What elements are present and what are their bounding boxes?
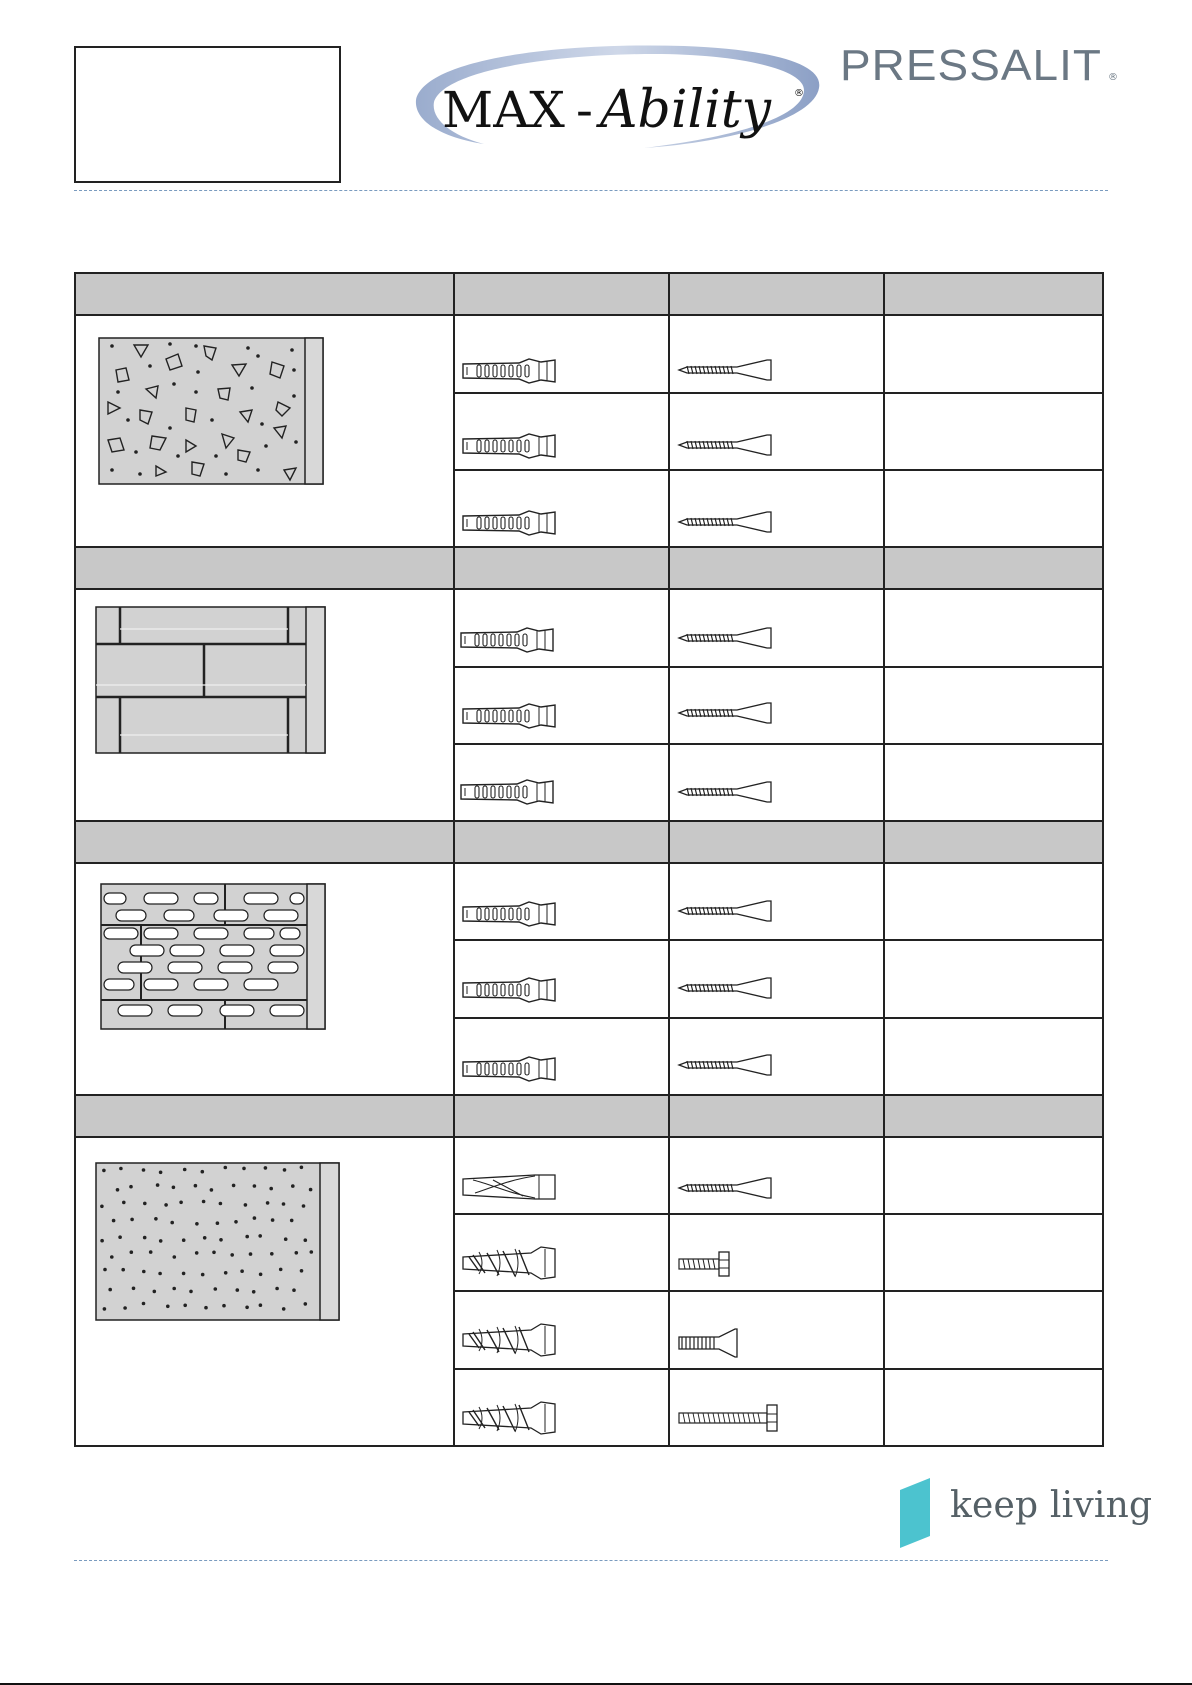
- stipple-dot: [129, 1185, 133, 1189]
- wood-screw-icon: [679, 978, 771, 998]
- stipple-dot: [195, 1251, 199, 1255]
- stipple-dot: [164, 1203, 168, 1207]
- spiral-anchor-icon: [463, 1247, 555, 1279]
- stipple-dot: [292, 1288, 296, 1292]
- stipple-dot: [142, 1270, 146, 1274]
- stipple-dot: [290, 1219, 294, 1223]
- stipple-dot: [159, 1239, 163, 1243]
- long-hex-bolt-icon: [679, 1405, 777, 1431]
- pressalit-brand: [838, 38, 1123, 88]
- stipple-dot: [214, 1287, 218, 1291]
- stipple-dot: [143, 1236, 147, 1240]
- stipple-dot: [170, 1221, 174, 1225]
- stipple-dot: [130, 1250, 134, 1254]
- stipple-dot: [108, 1288, 112, 1292]
- wall-plug-icon: [463, 978, 555, 1002]
- stipple-dot: [100, 1205, 104, 1209]
- stipple-dot: [275, 1287, 279, 1291]
- stipple-dot: [204, 1306, 208, 1310]
- stipple-dot: [179, 1201, 183, 1205]
- stipple-dot: [172, 1287, 176, 1291]
- logo-dash-text: -: [576, 81, 593, 139]
- wall-plug-icon: [463, 1057, 555, 1081]
- stipple-dot: [103, 1268, 107, 1272]
- stipple-dot: [224, 1271, 228, 1275]
- logo-registered-mark: ®: [794, 88, 804, 99]
- stipple-dot: [159, 1171, 163, 1175]
- stipple-dot: [232, 1184, 236, 1188]
- stipple-dot: [230, 1253, 234, 1257]
- wall-plug-icon: [461, 628, 553, 652]
- brand-registered-mark: ®: [1108, 72, 1118, 83]
- stipple-dot: [173, 1255, 177, 1259]
- stipple-dot: [240, 1269, 244, 1273]
- label-box: [74, 46, 341, 183]
- stipple-dot: [282, 1202, 286, 1206]
- wall-plug-icon: [461, 780, 553, 804]
- stipple-dot: [142, 1302, 146, 1306]
- keep-living-mark-icon: [898, 1478, 934, 1548]
- stipple-dot: [295, 1251, 299, 1255]
- stipple-dot: [122, 1201, 126, 1205]
- logo-ability-text: Ability: [600, 80, 772, 140]
- stipple-dot: [183, 1168, 187, 1172]
- wood-screw-icon: [679, 360, 771, 380]
- stipple-dot: [309, 1188, 313, 1192]
- wall-plug-icon: [463, 434, 555, 458]
- wall-plug-icon: [463, 359, 555, 383]
- stipple-dot: [266, 1201, 270, 1205]
- stipple-dot: [242, 1167, 246, 1171]
- stipple-dot: [302, 1204, 306, 1208]
- stipple-dot: [194, 1184, 198, 1188]
- stipple-dot: [236, 1288, 240, 1292]
- stipple-dot: [291, 1184, 295, 1188]
- machine-screw-icon: [679, 1329, 737, 1357]
- wall-plug-icon: [463, 704, 555, 728]
- stipple-dot: [123, 1306, 127, 1310]
- fastener-drawings: [461, 359, 777, 1434]
- solid-brick-wall-illustration: [96, 607, 325, 753]
- stipple-dot: [102, 1169, 106, 1173]
- stipple-dot: [121, 1268, 125, 1272]
- stipple-dot: [172, 1186, 176, 1190]
- stipple-dot: [304, 1238, 308, 1242]
- section-header-2: [75, 547, 1103, 589]
- stipple-dot: [245, 1306, 249, 1310]
- wood-screw-icon: [679, 1178, 771, 1198]
- perforated-brick-wall-illustration: [101, 884, 325, 1029]
- stipple-dot: [258, 1234, 262, 1238]
- wood-screw-icon: [679, 512, 771, 532]
- stipple-dot: [234, 1220, 238, 1224]
- header-divider: [74, 190, 1108, 191]
- stipple-dot: [189, 1290, 193, 1294]
- wall-plug-icon: [463, 511, 555, 535]
- stipple-dot: [110, 1255, 114, 1259]
- brand-name: PRESSALIT: [840, 41, 1102, 88]
- stipple-dot: [182, 1272, 186, 1276]
- wood-screw-icon: [679, 703, 771, 723]
- twist-plug-icon: [463, 1175, 555, 1199]
- stipple-dot: [244, 1203, 248, 1207]
- stipple-dot: [112, 1219, 116, 1223]
- wood-screw-icon: [679, 901, 771, 921]
- stipple-dot: [154, 1217, 158, 1221]
- stipple-dot: [270, 1252, 274, 1256]
- stipple-dot: [264, 1166, 268, 1170]
- stipple-dot: [201, 1273, 205, 1277]
- stipple-dot: [253, 1184, 257, 1188]
- stipple-dot: [143, 1202, 147, 1206]
- stipple-dot: [216, 1221, 220, 1225]
- stipple-dot: [252, 1290, 256, 1294]
- stipple-dot: [284, 1237, 288, 1241]
- stipple-dot: [222, 1304, 226, 1308]
- stipple-dot: [156, 1183, 160, 1187]
- stipple-dot: [166, 1305, 170, 1309]
- stipple-dot: [279, 1268, 283, 1272]
- stipple-dot: [142, 1168, 146, 1172]
- aerated-concrete-wall-illustration: [96, 1163, 339, 1320]
- spiral-anchor-icon: [463, 1324, 555, 1356]
- stipple-dot: [130, 1218, 134, 1222]
- logo-max-text: MAX: [442, 81, 565, 139]
- stipple-dot: [219, 1202, 223, 1206]
- stipple-dot: [182, 1238, 186, 1242]
- stipple-dot: [149, 1250, 153, 1254]
- stipple-dot: [300, 1269, 304, 1273]
- stipple-dot: [158, 1272, 162, 1276]
- stipple-dot: [116, 1188, 120, 1192]
- stipple-dot: [202, 1200, 206, 1204]
- wood-screw-icon: [679, 1055, 771, 1075]
- stipple-dot: [259, 1303, 263, 1307]
- stipple-dot: [118, 1235, 122, 1239]
- stipple-dot: [195, 1222, 199, 1226]
- concrete-wall-illustration: [99, 338, 323, 484]
- stipple-dot: [183, 1304, 187, 1308]
- stipple-dot: [304, 1302, 308, 1306]
- stipple-dot: [224, 1166, 228, 1170]
- stipple-dot: [283, 1168, 287, 1172]
- stipple-dot: [201, 1170, 205, 1174]
- stipple-dot: [269, 1187, 273, 1191]
- stipple-dot: [245, 1235, 249, 1239]
- stipple-dot: [253, 1216, 257, 1220]
- footer-divider: [74, 1560, 1108, 1561]
- stipple-dot: [310, 1250, 314, 1254]
- stipple-dot: [103, 1307, 107, 1311]
- max-ability-logo: [404, 40, 824, 155]
- stipple-dot: [203, 1236, 207, 1240]
- stipple-dot: [271, 1218, 275, 1222]
- section-header-3: [75, 821, 1103, 863]
- spiral-anchor-icon: [463, 1402, 555, 1434]
- section-header-4: [75, 1095, 1103, 1137]
- hex-bolt-icon: [679, 1252, 729, 1276]
- stipple-dot: [210, 1188, 214, 1192]
- stipple-dot: [100, 1239, 104, 1243]
- wall-plug-icon: [463, 902, 555, 926]
- stipple-dot: [219, 1238, 223, 1242]
- stipple-dot: [119, 1167, 123, 1171]
- wood-screw-icon: [679, 628, 771, 648]
- section-header-1: [75, 273, 1103, 315]
- stipple-dot: [132, 1287, 136, 1291]
- stipple-dot: [249, 1252, 253, 1256]
- wood-screw-icon: [679, 435, 771, 455]
- stipple-dot: [282, 1307, 286, 1311]
- stipple-dot: [153, 1290, 157, 1294]
- stipple-dot: [259, 1273, 263, 1277]
- wood-screw-icon: [679, 782, 771, 802]
- footer-tagline: keep living: [950, 1485, 1153, 1526]
- stipple-dot: [300, 1166, 304, 1170]
- fixing-table: [74, 272, 1104, 1447]
- stipple-dot: [212, 1251, 216, 1255]
